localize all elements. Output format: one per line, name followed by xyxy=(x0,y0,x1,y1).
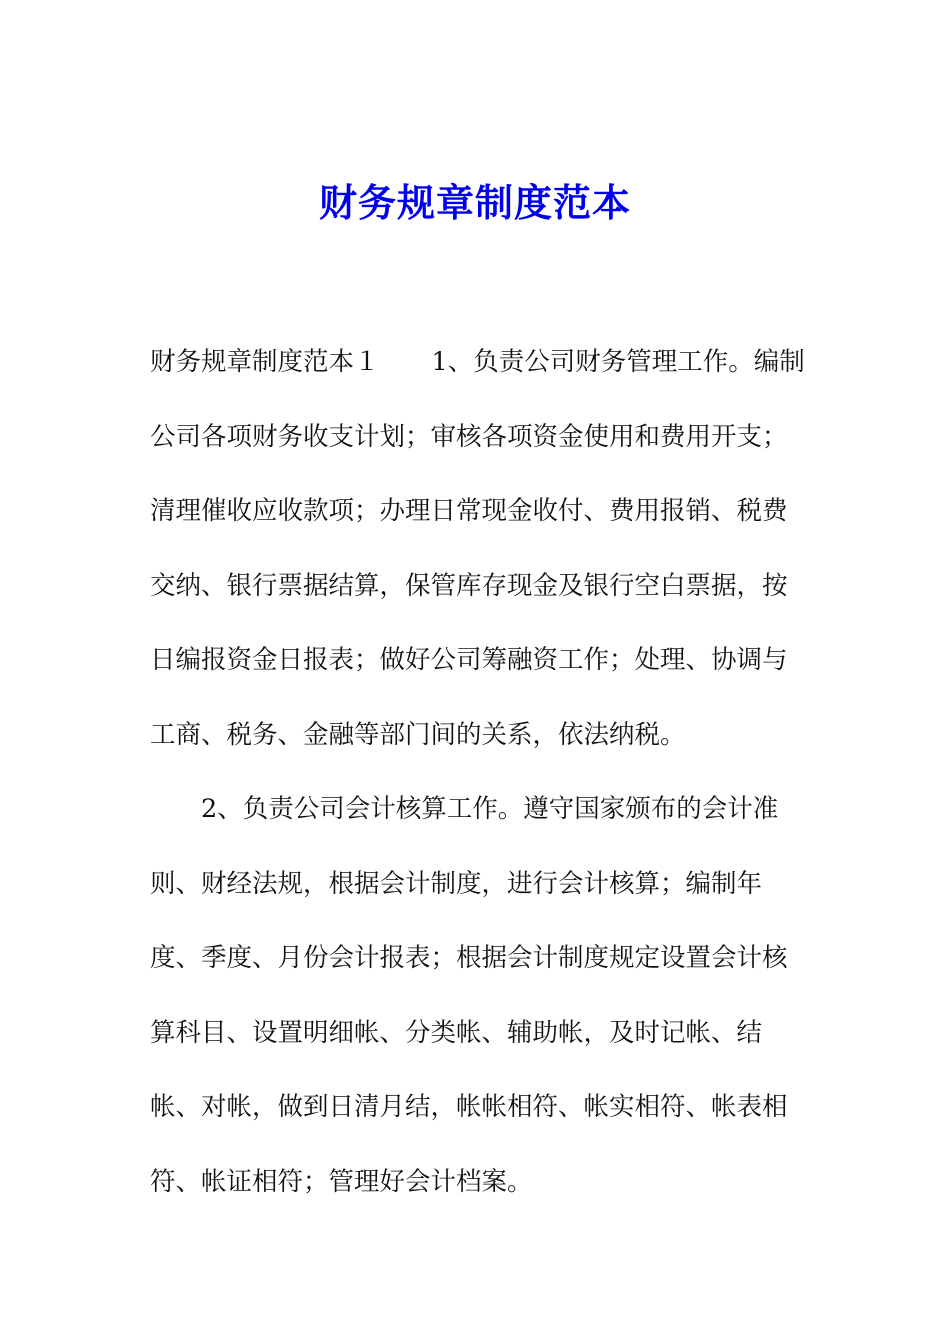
body-line-4: 交纳、银行票据结算，保管库存现金及银行空白票据，按 xyxy=(150,570,788,601)
section-heading: 财务规章制度范本１ xyxy=(150,347,380,377)
body-line-10: 算科目、设置明细帐、分类帐、辅助帐，及时记帐、结 xyxy=(150,1017,763,1048)
body-line-8: 则、财经法规，根据会计制度，进行会计核算；编制年 xyxy=(150,868,763,899)
body-line-11: 帐、对帐，做到日清月结，帐帐相符、帐实相符、帐表相 xyxy=(150,1092,788,1122)
paragraph-1-line-1: 1、负责公司财务管理工作。编制 xyxy=(431,347,805,377)
body-line-9: 度、季度、月份会计报表；根据会计制度规定设置会计核 xyxy=(150,943,788,973)
document-title: 财务规章制度范本 xyxy=(318,180,631,225)
body-line-12: 符、帐证相符；管理好会计档案。 xyxy=(150,1166,533,1197)
body-line-5: 日编报资金日报表；做好公司筹融资工作；处理、协调与 xyxy=(150,645,788,675)
document-body xyxy=(150,325,810,1219)
body-line-3: 清理催收应收款项；办理日常现金收付、费用报销、税费 xyxy=(150,496,788,526)
paragraph-2-line-1: 2、负责公司会计核算工作。遵守国家颁布的会计准 xyxy=(201,794,779,824)
body-line-7 xyxy=(150,772,810,847)
body-line-2: 公司各项财务收支计划；审核各项资金使用和费用开支； xyxy=(150,421,788,452)
body-line-6: 工商、税务、金融等部门间的关系，依法纳税。 xyxy=(150,719,686,750)
body-line-1 xyxy=(150,325,810,400)
